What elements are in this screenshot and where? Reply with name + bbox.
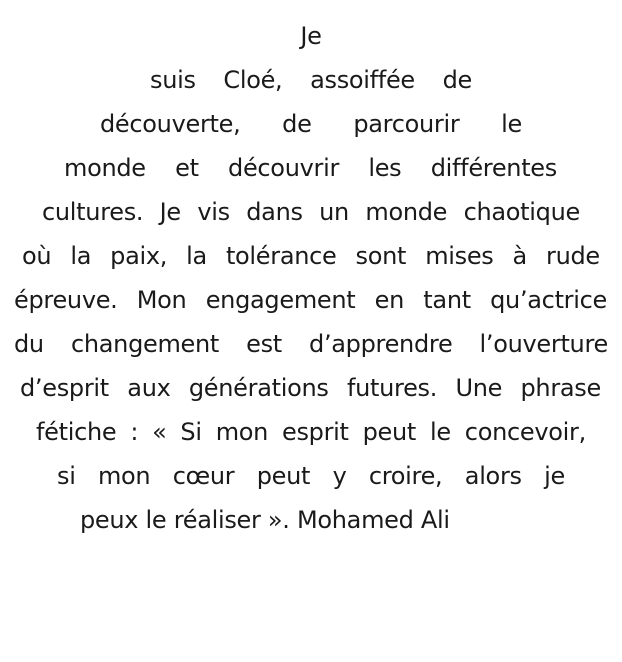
word: de: [442, 66, 472, 94]
word: en: [374, 286, 405, 314]
word: engagement: [205, 286, 356, 314]
word: Cloé,: [223, 66, 283, 94]
word: peut: [256, 462, 311, 490]
word: Mon: [136, 286, 187, 314]
word: d’esprit: [20, 374, 109, 402]
word: :: [130, 418, 139, 446]
word: phrase: [520, 374, 601, 402]
word: paix,: [110, 242, 168, 270]
word: rude: [546, 242, 600, 270]
word: concevoir,: [464, 418, 586, 446]
word: un: [319, 198, 349, 226]
word: à: [512, 242, 527, 270]
word: le: [501, 110, 522, 138]
word: mises: [425, 242, 494, 270]
text-line: [20, 366, 601, 410]
word: alors: [464, 462, 522, 490]
word: mon: [215, 418, 269, 446]
word: découverte,: [100, 110, 241, 138]
word: «: [152, 418, 167, 446]
word: vis: [197, 198, 230, 226]
text-line: [14, 278, 607, 322]
word: est: [246, 330, 282, 358]
text-line: [57, 454, 565, 498]
word: assoiffée: [310, 66, 415, 94]
word: esprit: [282, 418, 349, 446]
word: du: [14, 330, 44, 358]
word: fétiche: [36, 418, 117, 446]
text-line: [42, 190, 580, 234]
word: chaotique: [463, 198, 580, 226]
word: qu’actrice: [490, 286, 607, 314]
word: les: [368, 154, 402, 182]
word: générations: [188, 374, 329, 402]
text-line: [14, 322, 608, 366]
word: tolérance: [225, 242, 337, 270]
text-line: [64, 146, 557, 190]
word: d’apprendre: [309, 330, 453, 358]
word: si: [57, 462, 76, 490]
word: cœur: [172, 462, 235, 490]
text-line: [36, 410, 586, 454]
word: où: [22, 242, 52, 270]
word: épreuve.: [14, 286, 118, 314]
word: mon: [97, 462, 151, 490]
word: Si: [180, 418, 202, 446]
text-line: [150, 58, 472, 102]
word: cultures.: [42, 198, 144, 226]
word: monde: [64, 154, 146, 182]
word: différentes: [430, 154, 557, 182]
word: suis: [150, 66, 196, 94]
word: tant: [423, 286, 471, 314]
text-line: Je: [300, 22, 322, 50]
word: l’ouverture: [479, 330, 608, 358]
text-line: peux le réaliser ». Mohamed Ali: [80, 506, 450, 534]
word: Une: [455, 374, 503, 402]
text-line: [100, 102, 522, 146]
word: la: [70, 242, 92, 270]
word: futures.: [346, 374, 438, 402]
word: je: [544, 462, 565, 490]
word: peut: [362, 418, 417, 446]
word: monde: [365, 198, 448, 226]
word: croire,: [368, 462, 443, 490]
word: dans: [246, 198, 303, 226]
word: sont: [355, 242, 407, 270]
word: changement: [70, 330, 220, 358]
word: le: [430, 418, 451, 446]
word: de: [282, 110, 312, 138]
text-line: [22, 234, 600, 278]
word: Je: [159, 198, 181, 226]
word: découvrir: [228, 154, 340, 182]
word: et: [175, 154, 199, 182]
word: aux: [127, 374, 171, 402]
word: y: [332, 462, 347, 490]
word: la: [186, 242, 207, 270]
word: parcourir: [353, 110, 460, 138]
